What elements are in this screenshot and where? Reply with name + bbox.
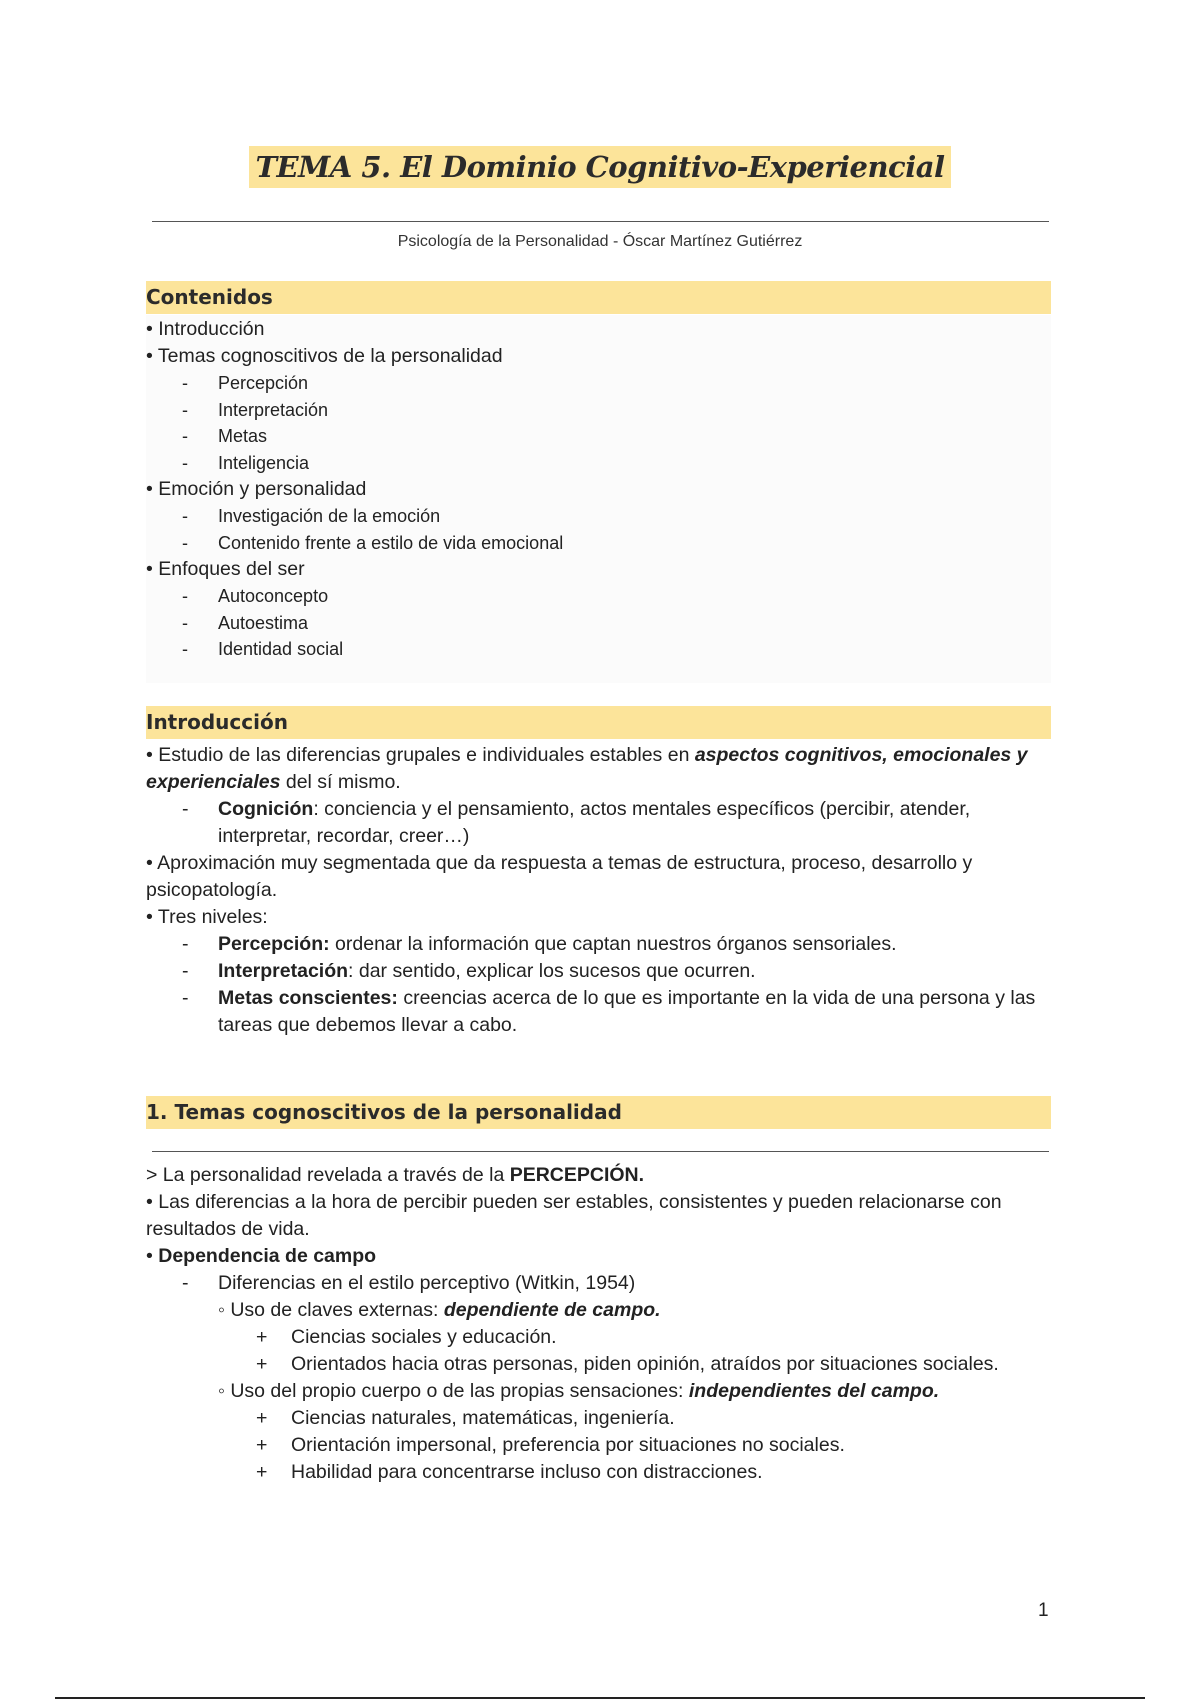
- section1-heading: 1. Temas cognoscitivos de la personalidad: [146, 1096, 1051, 1129]
- intro-heading: Introducción: [146, 706, 1051, 739]
- own-body-emphasis: independientes del campo.: [688, 1380, 940, 1402]
- intro-paragraph-3: • Tres niveles:: [146, 906, 268, 928]
- document-title: TEMA 5. El Dominio Cognitivo-Experiencial: [249, 146, 950, 188]
- cognition-item: [146, 796, 1051, 850]
- contents-list: [146, 316, 1051, 663]
- level-term: Percepción:: [218, 933, 330, 955]
- contents-subitem: - Identidad social: [146, 636, 1051, 663]
- contents-subitem: - Investigación de la emoción: [146, 503, 1051, 530]
- contents-subitem: - Autoestima: [146, 610, 1051, 637]
- level-term: Interpretación: [218, 960, 349, 982]
- levels-list: [146, 931, 1051, 1039]
- perception-line: [146, 1162, 1051, 1189]
- contents-item: • Temas cognoscitivos de la personalidad: [146, 345, 503, 367]
- contents-subitem: - Contenido frente a estilo de vida emocional: [146, 530, 1051, 557]
- stability-line: • Las diferencias a la hora de percibir pueden ser estables, consistentes y pueden relacionarse con resultados de vida.: [146, 1191, 1002, 1240]
- own-body-item: [146, 1378, 1051, 1405]
- contents-item: • Enfoques del ser: [146, 558, 305, 580]
- contents-subitem: - Interpretación: [146, 397, 1051, 424]
- external-cues-text: ◦ Uso de claves externas:: [218, 1299, 444, 1321]
- document-subtitle: Psicología de la Personalidad - Óscar Martínez Gutiérrez: [397, 233, 803, 250]
- contents-item: • Introducción: [146, 318, 265, 340]
- intro-paragraph-2: • Aproximación muy segmentada que da respuesta a temas de estructura, proceso, desarrollo y psicopatología.: [146, 852, 973, 901]
- perception-keyword: PERCEPCIÓN.: [509, 1164, 645, 1186]
- cognition-text: : conciencia y el pensamiento, actos mentales específicos (percibir, atender, interpretar, recordar, creer…): [218, 798, 971, 847]
- trait-item: + Habilidad para concentrarse incluso con distracciones.: [146, 1459, 1051, 1486]
- trait-item: + Orientados hacia otras personas, piden opinión, atraídos por situaciones sociales.: [146, 1351, 1051, 1378]
- intro-p1-text: • Estudio de las diferencias grupales e individuales estables en: [146, 744, 695, 766]
- perception-line-text: > La personalidad revelada a través de la: [146, 1164, 510, 1186]
- title-wrap: [0, 146, 1200, 188]
- intro-paragraph-1: [146, 742, 1051, 796]
- level-term: Metas conscientes:: [218, 987, 398, 1009]
- cognition-term: Cognición: [218, 798, 314, 820]
- external-cues-item: [146, 1297, 1051, 1324]
- contents-subitem: - Autoconcepto: [146, 583, 1051, 610]
- contents-subitem: - Inteligencia: [146, 450, 1051, 477]
- dependent-traits-list: [146, 1324, 1051, 1378]
- level-text: ordenar la información que captan nuestros órganos sensoriales.: [329, 933, 897, 955]
- external-cues-emphasis: dependiente de campo.: [443, 1299, 661, 1321]
- level-text: : dar sentido, explicar los sucesos que ocurren.: [348, 960, 756, 982]
- intro-p1-end: del sí mismo.: [280, 771, 401, 793]
- level-item: [146, 931, 1051, 958]
- contents-item: • Emoción y personalidad: [146, 478, 367, 500]
- witkin-item: - Diferencias en el estilo perceptivo (Witkin, 1954): [146, 1270, 1051, 1297]
- trait-item: + Ciencias sociales y educación.: [146, 1324, 1051, 1351]
- intro-p1-emphasis: aspectos cognitivos, emocionales y experienciales: [146, 744, 1028, 793]
- independent-traits-list: [146, 1405, 1051, 1486]
- level-item: [146, 958, 1051, 985]
- trait-item: + Ciencias naturales, matemáticas, ingeniería.: [146, 1405, 1051, 1432]
- title-divider: [152, 221, 1049, 222]
- level-item: [146, 985, 1051, 1039]
- contents-subitem: - Percepción: [146, 370, 1051, 397]
- contents-heading: Contenidos: [146, 281, 1051, 314]
- intro-body: [146, 742, 1051, 1039]
- bottom-divider: [55, 1697, 1145, 1699]
- section1-body: [146, 1162, 1051, 1486]
- page-number: 1: [1038, 1600, 1049, 1621]
- contents-subitem: - Metas: [146, 423, 1051, 450]
- field-dependence-title: Dependencia de campo: [158, 1245, 377, 1267]
- level-text: creencias acerca de lo que es importante en la vida de una persona y las tareas que debemos llevar a cabo.: [218, 987, 1036, 1036]
- field-dependence-bullet: •: [146, 1245, 159, 1267]
- own-body-text: ◦ Uso del propio cuerpo o de las propias sensaciones:: [218, 1380, 689, 1402]
- section1-divider: [152, 1151, 1049, 1152]
- trait-item: + Orientación impersonal, preferencia por situaciones no sociales.: [146, 1432, 1051, 1459]
- field-dependence-line: [146, 1243, 1051, 1270]
